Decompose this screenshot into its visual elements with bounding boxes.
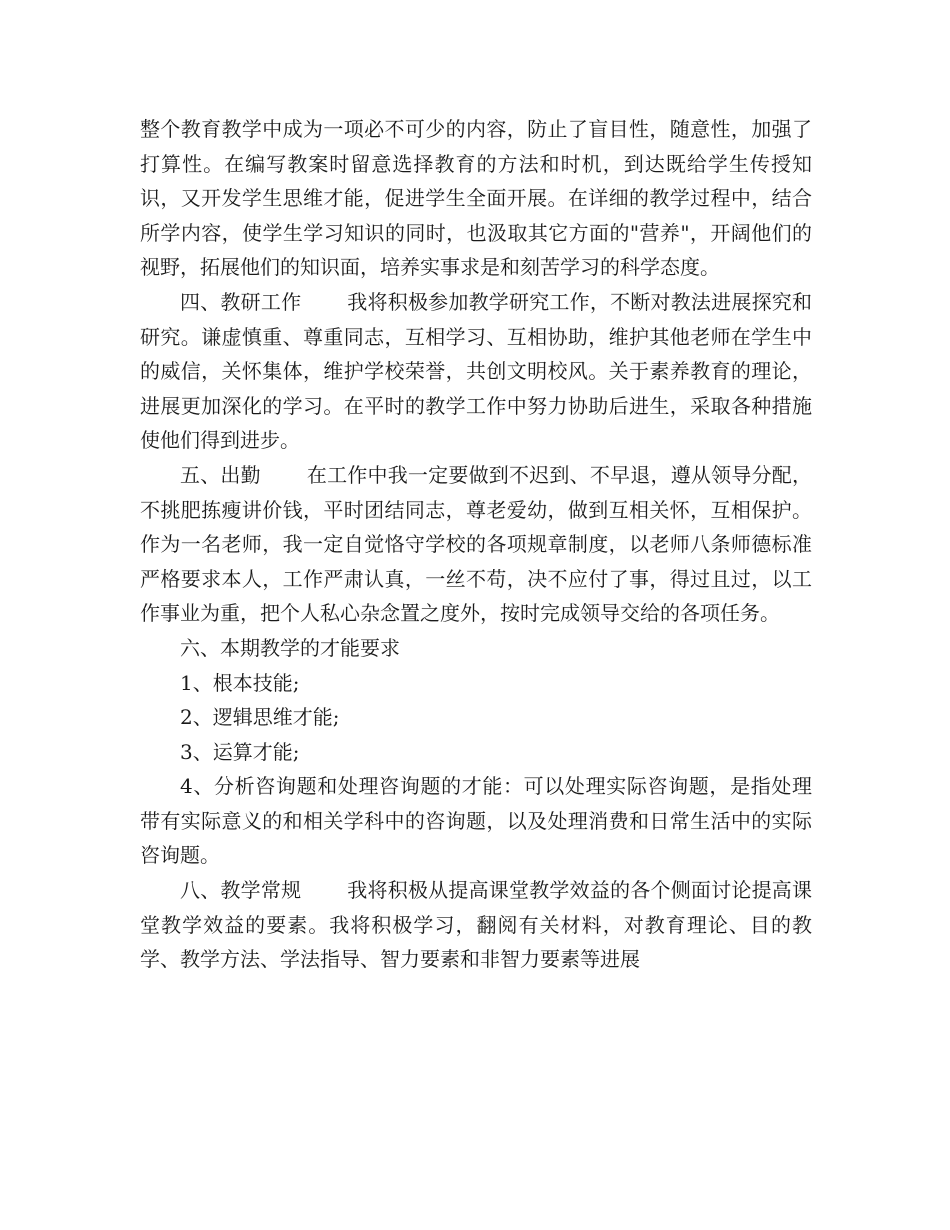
paragraph-text: 我将积极参加教学研究工作，不断对教法进展探究和研究。谦虚慎重、尊重同志，互相学习、互相协助，维护其他老师在学生中的威信，关怀集体，维护学校荣誉，共创文明校风。关于素养教育的理论，进展更加深化的学习。在平时的教学工作中努力协助后进生，采取各种措施使他们得到进步。 bbox=[140, 289, 813, 453]
paragraph-teaching-routine bbox=[140, 873, 812, 977]
list-item-text: 1、根本技能; bbox=[180, 670, 300, 695]
paragraph-text: 我将积极从提高课堂教学效益的各个侧面讨论提高课堂教学效益的要素。我将积极学习，翻阅有关材料，对教育理论、目的教学、教学方法、学法指导、智力要素和非智力要素等进展 bbox=[140, 878, 813, 972]
paragraph-text: 整个教育教学中成为一项必不可少的内容，防止了盲目性，随意性，加强了打算性。在编写教案时留意选择教育的方法和时机，到达既给学生传授知识，又开发学生思维才能，促进学生全面开展。在详细的教学过程中，结合所学内容，使学生学习知识的同时，也汲取其它方面的"营养"，开阔他们的视野，拓展他们的知识面，培养实事求是和刻苦学习的科学态度。 bbox=[140, 117, 812, 280]
list-item-logical-thinking bbox=[140, 700, 812, 735]
document-page bbox=[140, 112, 812, 977]
paragraph-continuation bbox=[140, 112, 812, 285]
paragraph-text: 六、本期教学的才能要求 bbox=[180, 635, 400, 660]
paragraph-text: 在工作中我一定要做到不迟到、不早退，遵从领导分配，不挑肥拣瘦讲价钱，平时团结同志，尊老爱幼，做到互相关怀，互相保护。作为一名老师，我一定自觉恪守学校的各项规章制度，以老师八条师德标准严格要求本人，工作严肃认真，一丝不苟，决不应付了事，得过且过，以工作事业为重，把个人私心杂念置之度外，按时完成领导交给的各项任务。 bbox=[140, 462, 812, 626]
paragraph-attendance bbox=[140, 458, 812, 631]
paragraph-teaching-research bbox=[140, 285, 812, 458]
list-item-calculation bbox=[140, 735, 812, 770]
list-item-basic-skills bbox=[140, 666, 812, 701]
list-item-text: 3、运算才能; bbox=[180, 739, 300, 764]
list-item-text: 4、分析咨询题和处理咨询题的才能：可以处理实际咨询题，是指处理带有实际意义的和相关学科中的咨询题，以及处理消费和日常生活中的实际咨询题。 bbox=[140, 774, 812, 868]
section-heading-teaching-routine: 八、教学常规 bbox=[180, 878, 302, 903]
section-heading-ability-requirements bbox=[140, 631, 812, 666]
section-heading-teaching-research: 四、教研工作 bbox=[180, 289, 302, 314]
list-item-problem-solving bbox=[140, 769, 812, 873]
section-heading-attendance: 五、出勤 bbox=[180, 462, 261, 487]
list-item-text: 2、逻辑思维才能; bbox=[180, 705, 340, 730]
